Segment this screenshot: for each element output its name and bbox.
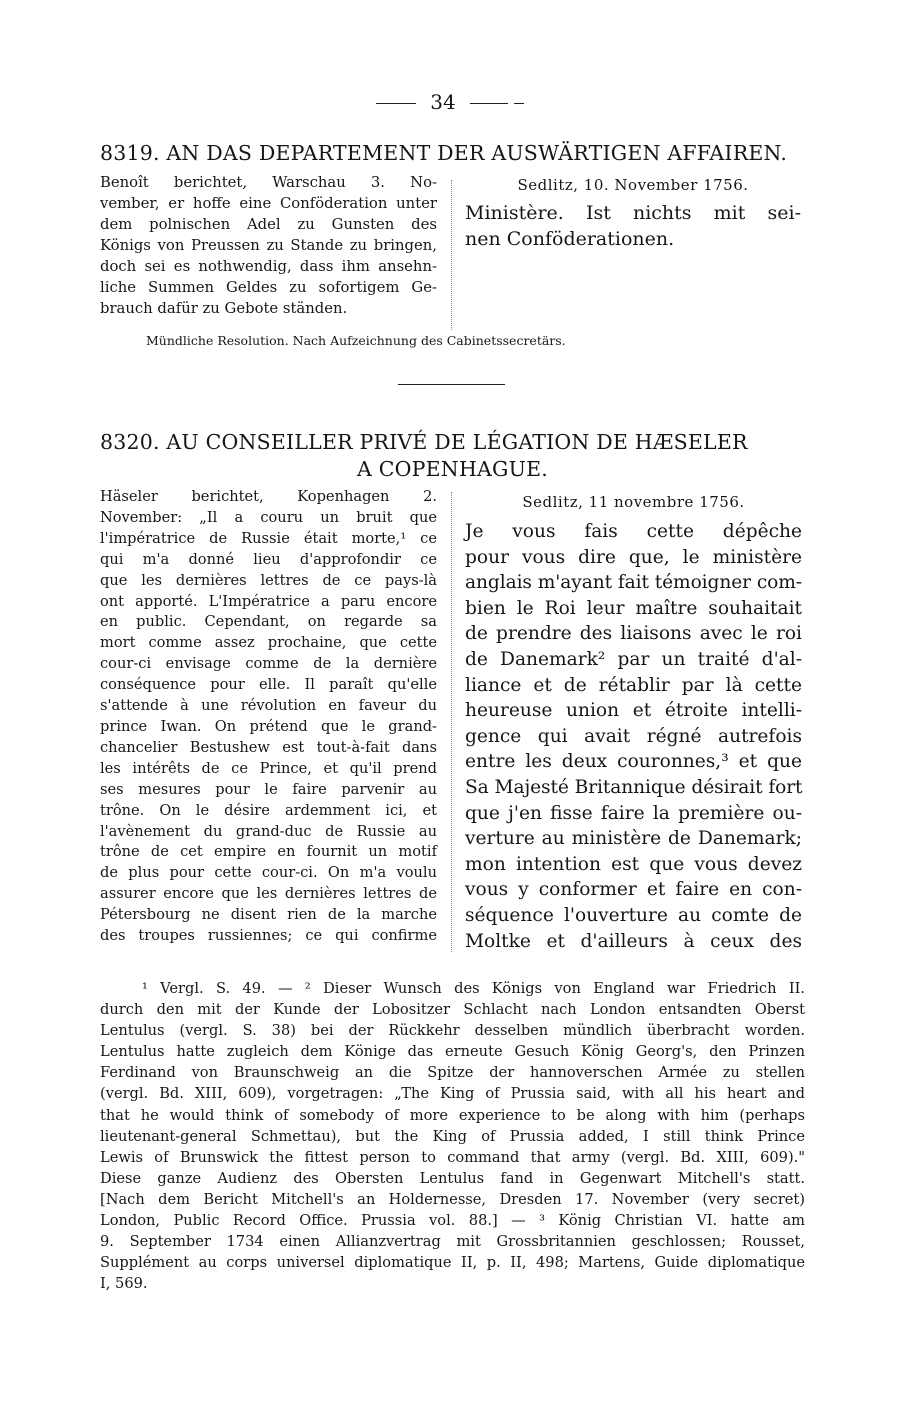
doc1-resolution-line: Ministère. Ist nichts mit sei-	[465, 202, 801, 224]
doc1-report-line: doch sei es nothwendig, dass ihm ansehn-	[100, 258, 437, 275]
doc2-letter-line: verture au ministère de Danemark;	[465, 828, 802, 850]
footnote-line: Ferdinand von Braunschweig an die Spitze der hannoverschen Armée zu stellen	[100, 1064, 805, 1082]
doc2-letter-line: mon intention est que vous devez	[465, 853, 802, 875]
column-divider	[451, 180, 452, 330]
doc2-report-line: les intérêts de ce Prince, et qu'il prend	[100, 759, 437, 777]
doc1-report-line: brauch dafür zu Gebote ständen.	[100, 300, 348, 317]
doc2-letter-line: séquence l'ouverture au comte de	[465, 904, 802, 926]
doc2-letter-line: entre les deux couronnes,³ et que	[465, 751, 802, 773]
doc2-letter-line: anglais m'ayant fait témoigner com-	[465, 572, 802, 594]
doc1-place-date: Sedlitz, 10. November 1756.	[517, 176, 749, 194]
doc1-report-line: Benoît berichtet, Warschau 3. No-	[100, 174, 437, 191]
doc2-report-line: ses mesures pour le faire parvenir au	[100, 780, 437, 798]
doc2-report-column	[100, 487, 437, 947]
doc2-report-line: chancelier Bestushew est tout-à-fait dans	[100, 738, 437, 756]
doc2-letter-text	[465, 519, 802, 954]
footnote-line: Supplément au corps universel diplomatique II, p. II, 498; Martens, Guide diplomatique	[100, 1254, 805, 1272]
doc2-report-line: Pétersbourg ne disent rien de la marche	[100, 906, 437, 924]
header-rule-left	[376, 103, 416, 104]
doc2-heading-line2: A COPENHAGUE.	[357, 457, 548, 481]
doc2-report-line: conséquence pour elle. Il paraît qu'elle	[100, 676, 437, 694]
footnote-line: Lentulus (vergl. S. 38) bei der Rückkehr desselben mündlich überbracht worden.	[100, 1022, 805, 1040]
doc2-letter-line: Sa Majesté Britannique désirait fort	[465, 776, 803, 798]
header-rule-right	[470, 103, 508, 104]
doc1-report-line: Königs von Preussen zu Stande zu bringen,	[100, 237, 437, 254]
doc2-letter-line: heureuse union et étroite intelli-	[465, 700, 802, 722]
doc2-letter-column	[465, 492, 802, 954]
doc2-letter-line: bien le Roi leur maître souhaitait	[465, 597, 802, 619]
doc2-letter-line: liance et de rétablir par là cette	[465, 674, 802, 696]
footnote-line: London, Public Record Office. Prussia vol. 88.] — ³ König Christian VI. hatte am	[100, 1212, 805, 1230]
doc2-letter-line: de Danemark² par un traité d'al-	[465, 648, 802, 670]
footnote-line: durch den mit der Kunde der Lobositzer Schlacht nach London entsandten Oberst	[100, 1001, 805, 1019]
doc2-letter-line: de prendre des liaisons avec le roi	[465, 623, 802, 645]
doc2-letter-line: pour vous dire que, le ministère	[465, 546, 802, 568]
column-divider	[451, 492, 452, 952]
footnote-line: that he would think of somebody of more experience to be along with him (perhaps	[100, 1106, 805, 1124]
doc2-report-line: assurer encore que les dernières lettres de	[100, 885, 437, 903]
page-number: 34	[430, 90, 456, 114]
section-separator	[398, 384, 505, 385]
footnote-line: Diese ganze Audienz des Obersten Lentulus fand in Gegenwart Mitchell's statt.	[100, 1169, 805, 1187]
footnote-line: lieutenant-general Schmettau), but the King of Prussia added, I still think Prince	[100, 1127, 805, 1145]
doc2-report-line: November: „Il a couru un bruit que	[100, 508, 437, 526]
doc1-report-line: dem polnischen Adel zu Gunsten des	[100, 216, 437, 233]
doc2-letter-line: gence qui avait régné autrefois	[465, 725, 802, 747]
doc2-report-line: l'impératrice de Russie était morte,¹ ce	[100, 529, 437, 547]
doc2-report-line: qui m'a donné lieu d'approfondir ce	[100, 550, 437, 568]
footnotes	[100, 978, 805, 1294]
doc1-note: Mündliche Resolution. Nach Aufzeichnung des Cabinetssecretärs.	[146, 333, 566, 348]
footnote-line: (vergl. Bd. XIII, 609), vorgetragen: „The King of Prussia said, with all his heart and	[100, 1085, 805, 1103]
doc1-report-column	[100, 172, 437, 319]
header-rule-right-short	[514, 103, 524, 104]
doc1-heading: 8319. AN DAS DEPARTEMENT DER AUSWÄRTIGEN AFFAIREN.	[100, 141, 788, 165]
doc2-report-line: trône. On le désire ardemment ici, et	[100, 801, 437, 819]
doc2-report-line: des troupes russiennes; ce qui confirme	[100, 927, 437, 945]
doc2-report-line: Häseler berichtet, Kopenhagen 2.	[100, 488, 437, 505]
doc1-report-line: vember, er hoffe eine Conföderation unter	[100, 195, 437, 212]
doc2-report-line: que les dernières lettres de ce pays-là	[100, 571, 437, 589]
doc2-report-line: prince Iwan. On prétend que le grand-	[100, 717, 437, 735]
doc2-letter-line: Moltke et d'ailleurs à ceux des	[465, 930, 802, 952]
doc2-report-line: ont apporté. L'Impératrice a paru encore	[100, 592, 437, 610]
page-header	[0, 90, 900, 114]
doc2-report-line: de plus pour cette cour-ci. On m'a voulu	[100, 864, 437, 882]
doc1-resolution-column	[465, 175, 801, 252]
doc1-report-line: liche Summen Geldes zu sofortigem Ge-	[100, 279, 437, 296]
footnote-line: ¹ Vergl. S. 49. — ² Dieser Wunsch des Königs von England war Friedrich II.	[142, 980, 805, 997]
footnote-line: I, 569.	[100, 1275, 148, 1293]
doc1-resolution-line: nen Conföderationen.	[465, 228, 675, 250]
doc2-heading	[100, 429, 805, 483]
doc2-report-line: cour-ci envisage comme de la dernière	[100, 655, 437, 673]
doc2-place-date: Sedlitz, 11 novembre 1756.	[522, 493, 745, 511]
doc1-resolution-text	[465, 200, 801, 252]
footnote-line: 9. September 1734 einen Allianzvertrag mit Grossbritannien geschlossen; Rousset,	[100, 1233, 805, 1251]
doc2-letter-line: vous y conformer et faire en con-	[465, 879, 802, 901]
footnote-line: Lentulus hatte zugleich dem Könige das erneute Gesuch König Georg's, den Prinzen	[100, 1043, 805, 1061]
doc2-letter-line: Je vous fais cette dépêche	[465, 521, 802, 542]
doc2-report-line: trône de cet empire en fournit un motif	[100, 843, 437, 861]
doc2-report-line: l'avènement du grand-duc de Russie au	[100, 822, 437, 840]
doc2-report-line: s'attende à une révolution en faveur du	[100, 697, 437, 715]
doc2-report-line: mort comme assez prochaine, que cette	[100, 634, 437, 652]
footnote-line: Lewis of Brunswick the fittest person to command that army (vergl. Bd. XIII, 609)."	[100, 1148, 805, 1166]
doc2-report-line: en public. Cependant, on regarde sa	[100, 613, 437, 631]
doc2-heading-line1: 8320. AU CONSEILLER PRIVÉ DE LÉGATION DE HÆSELER	[100, 430, 748, 454]
doc2-letter-line: que j'en fisse faire la première ou-	[465, 802, 802, 824]
footnote-line: [Nach dem Bericht Mitchell's an Holdernesse, Dresden 17. November (very secret)	[100, 1190, 805, 1208]
